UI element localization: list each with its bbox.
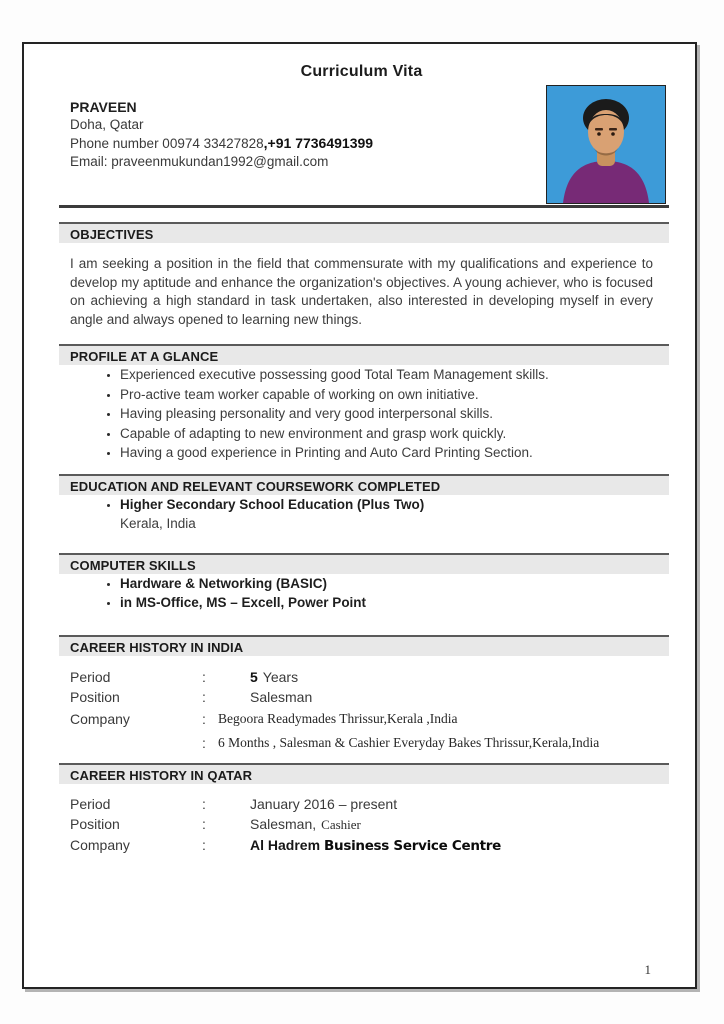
row-value: January 2016 – present (250, 795, 398, 812)
row-value (250, 814, 361, 835)
contact-email: Email: praveenmukundan1992@gmail.com (70, 154, 329, 169)
bullet-item: • Having a good experience in Printing and Auto Card Printing Section. (120, 443, 653, 463)
computer-skills-list (70, 574, 653, 613)
profile-photo-image (547, 86, 665, 203)
row-colon: : (202, 668, 206, 685)
photo-eye-left (597, 132, 601, 136)
row-label: Company (70, 710, 130, 727)
photo-eye-right (611, 132, 615, 136)
bullet-item: • in MS-Office, MS – Excell, Power Point (120, 593, 653, 613)
row-label (70, 731, 202, 755)
objectives-paragraph: I am seeking a position in the field that commensurate with my qualifications and experience to develop my aptitude and enhance the organization's objectives. A young achiever, who is focused on achieving a high standard in task undertaken, also interested in developing myself in every angle and always opened to learning new things. (70, 256, 653, 327)
section-heading-computer-skills: COMPUTER SKILLS (59, 553, 669, 574)
education-location: Kerala, India (120, 516, 196, 531)
row-value: Salesman (250, 688, 313, 705)
row-value (250, 667, 298, 687)
section-heading-profile: PROFILE AT A GLANCE (59, 344, 669, 365)
contact-phone-regular: Phone number 00974 33427828 (70, 136, 264, 151)
row-colon: : (202, 710, 206, 727)
career-row-position (70, 814, 653, 835)
section-heading-career-qatar: CAREER HISTORY IN QATAR (59, 763, 669, 784)
row-value: 6 Months , Salesman & Cashier Everyday Bakes Thrissur,Kerala,India (218, 734, 600, 750)
career-india-details (70, 667, 653, 755)
row-label: Position (70, 815, 120, 832)
photo-face (588, 110, 624, 154)
company-name-suffix: Business Service Centre (324, 837, 501, 854)
career-row-company-2 (70, 731, 653, 755)
period-years-number: 5 (250, 668, 258, 685)
row-value: Begoora Readymades Thrissur,Kerala ,India (218, 710, 458, 726)
education-item (120, 495, 653, 534)
position-sans: Salesman, (250, 815, 317, 832)
company-name: Al Hadrem (250, 836, 321, 853)
photo-eyebrow-left (595, 128, 603, 131)
row-value (250, 835, 501, 856)
header-divider (59, 205, 669, 208)
row-label: Position (70, 688, 120, 705)
row-label: Period (70, 795, 111, 812)
contact-location: Doha, Qatar (70, 117, 144, 132)
page-title: Curriculum Vita (300, 63, 423, 80)
bullet-item: • Pro-active team worker capable of working on own initiative. (120, 385, 653, 405)
page-number: 1 (644, 962, 651, 977)
profile-bullet-list (70, 365, 653, 463)
career-row-company (70, 835, 653, 856)
page-content (24, 44, 695, 987)
career-row-company (70, 707, 653, 731)
career-row-period (70, 794, 653, 814)
career-row-period (70, 667, 653, 687)
education-degree: Higher Secondary School Education (Plus Two) (120, 496, 425, 512)
career-row-position (70, 687, 653, 707)
period-years-unit: Years (262, 668, 299, 685)
career-qatar-details (70, 794, 653, 856)
position-serif: Cashier (321, 816, 361, 832)
row-colon: : (202, 795, 206, 812)
bullet-item: • Having pleasing personality and very good interpersonal skills. (120, 404, 653, 424)
bullet-item: • Experienced executive possessing good Total Team Management skills. (120, 365, 653, 385)
row-label: Company (70, 836, 130, 853)
contact-phone-bold: ,+91 7736491399 (263, 135, 374, 151)
section-heading-objectives: OBJECTIVES (59, 222, 669, 243)
section-heading-education: EDUCATION AND RELEVANT COURSEWORK COMPLETED (59, 474, 669, 495)
row-colon: : (202, 815, 206, 832)
profile-photo (546, 85, 666, 204)
bullet-item: • Hardware & Networking (BASIC) (120, 574, 653, 594)
contact-name: PRAVEEN (70, 99, 137, 115)
row-colon: : (202, 836, 206, 853)
row-colon: : (202, 734, 206, 751)
education-list (70, 495, 653, 534)
row-label: Period (70, 668, 111, 685)
page-header (70, 44, 653, 205)
photo-eyebrow-right (609, 128, 617, 131)
cv-page (22, 42, 697, 989)
row-colon: : (202, 688, 206, 705)
section-heading-career-india: CAREER HISTORY IN INDIA (59, 635, 669, 656)
bullet-item: • Capable of adapting to new environment and grasp work quickly. (120, 424, 653, 444)
